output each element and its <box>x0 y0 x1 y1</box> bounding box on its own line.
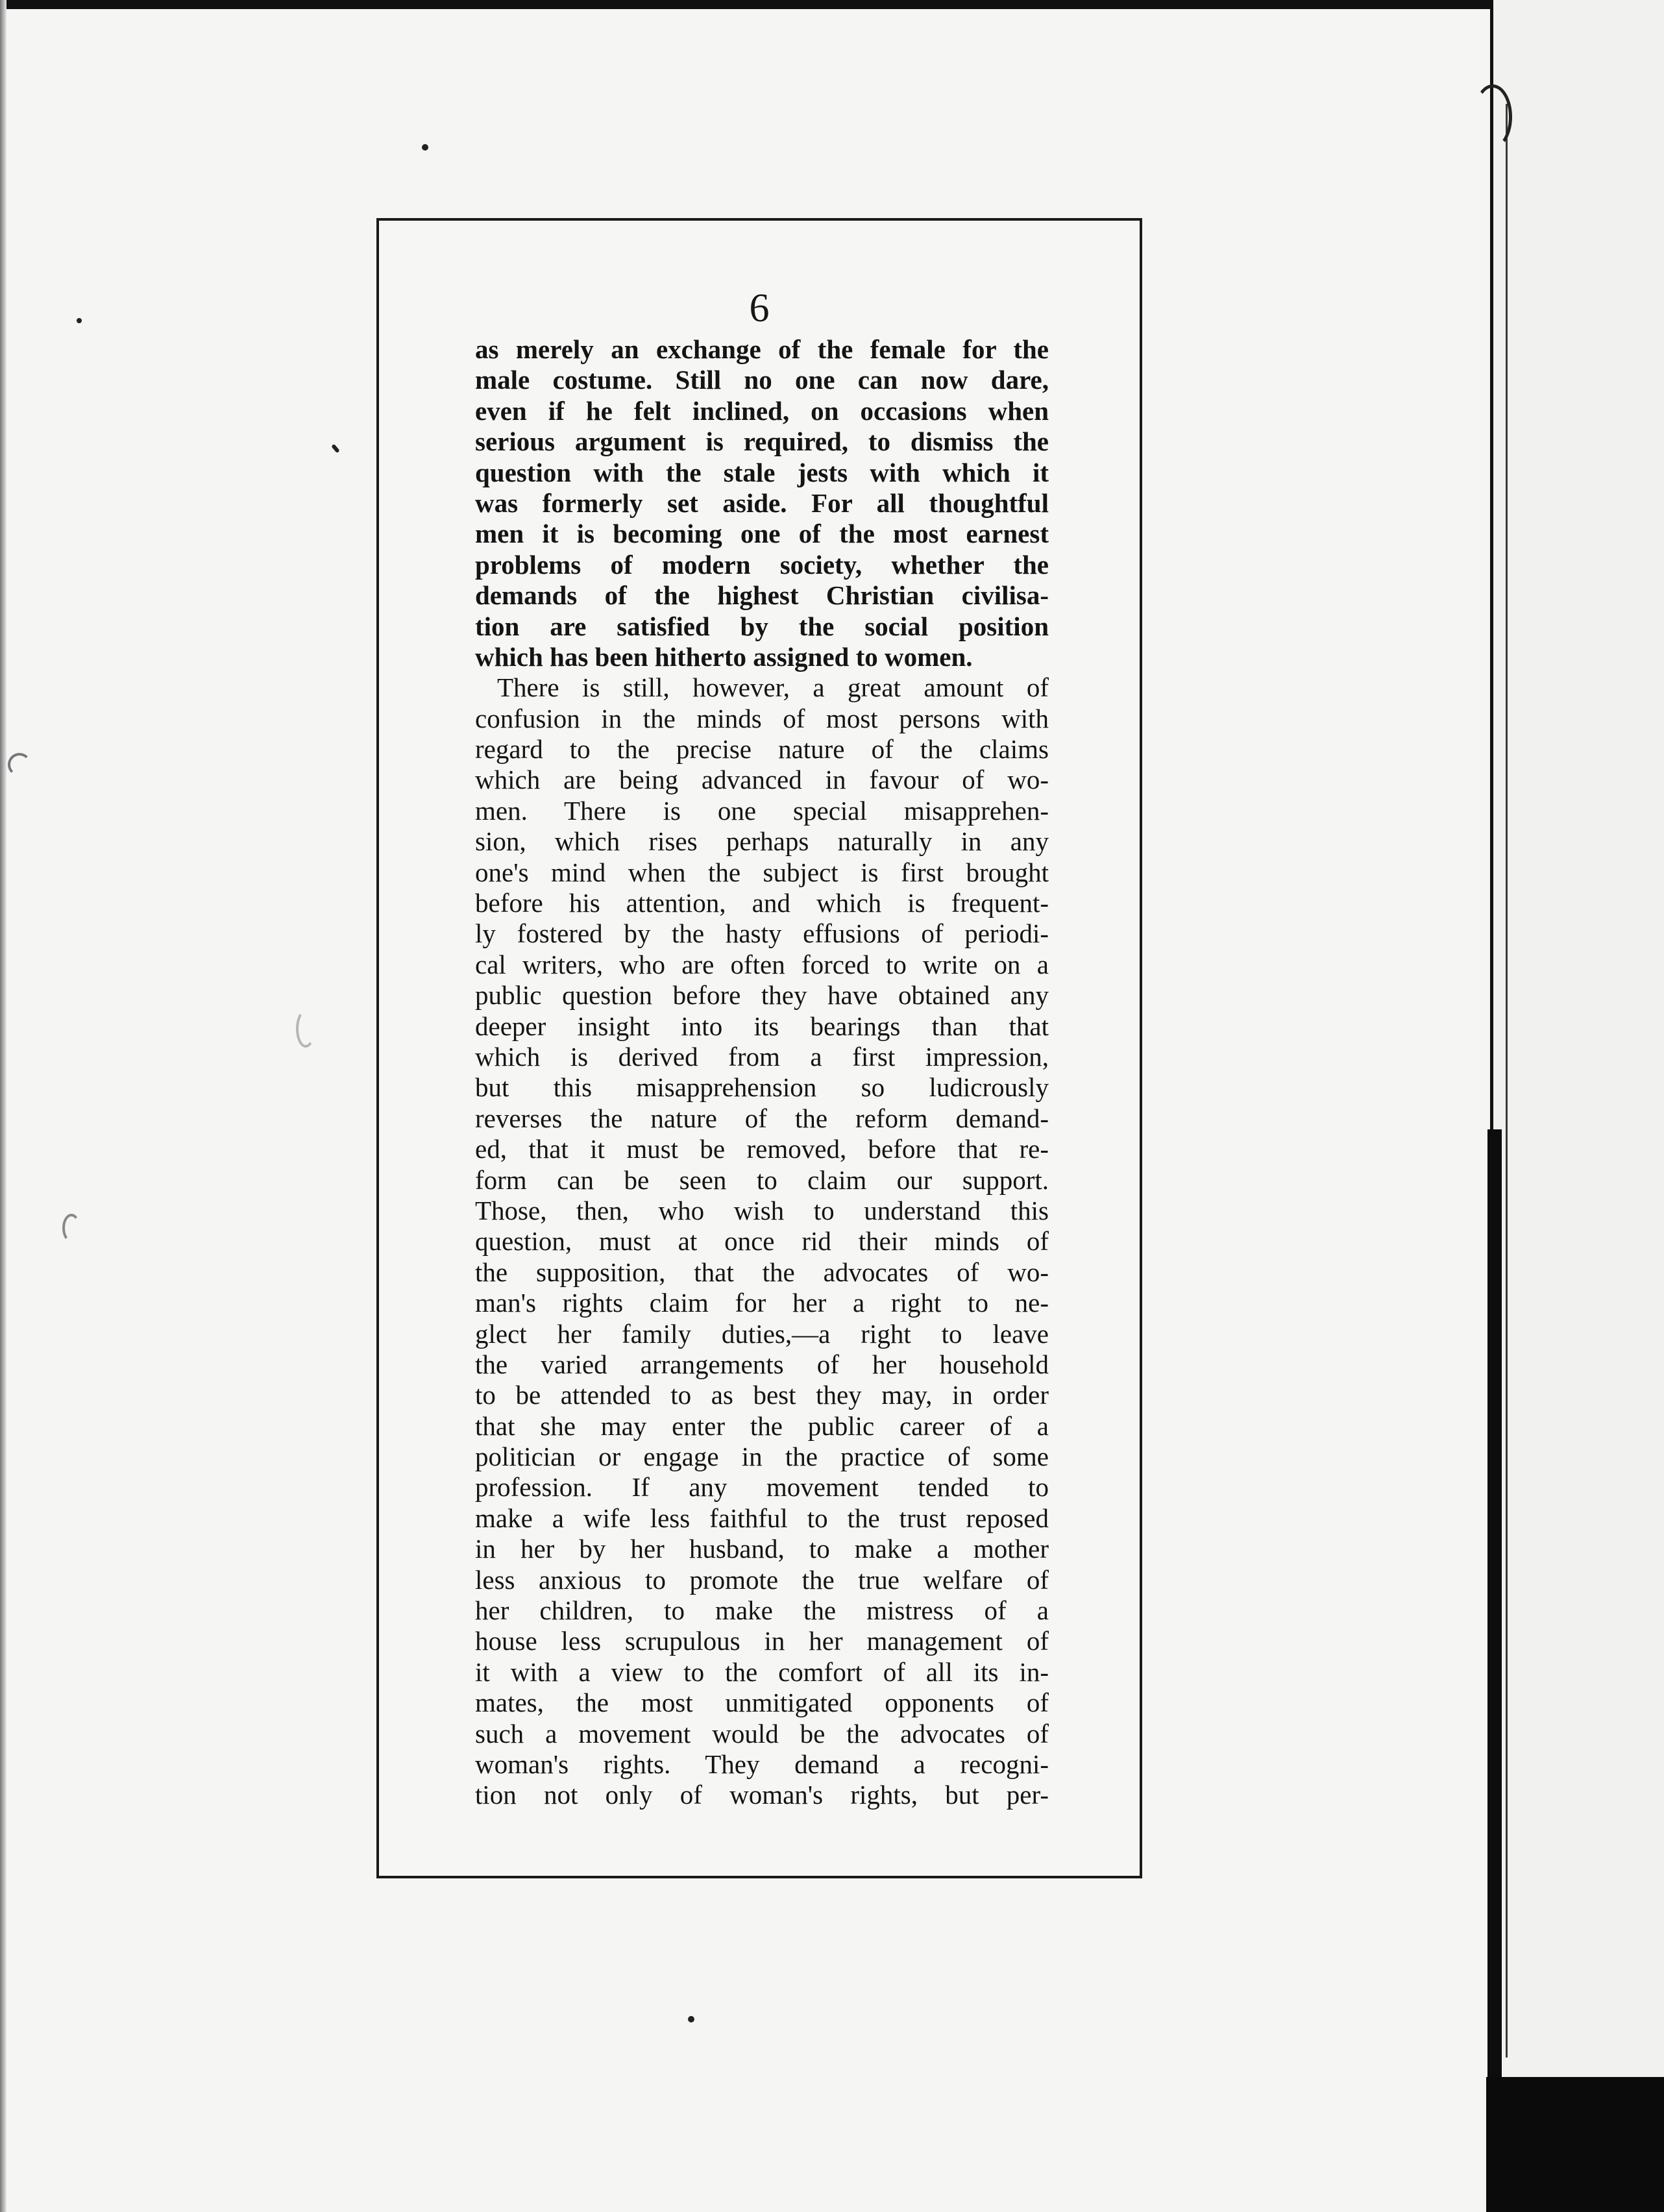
text-line: profession. If any movement tended to <box>475 1472 1049 1503</box>
text-line: public question before they have obtained any <box>475 980 1049 1011</box>
text-line: mates, the most unmitigated opponents of <box>475 1688 1049 1718</box>
text-line: politician or engage in the practice of some <box>475 1442 1049 1472</box>
binding-fold-shadow <box>1487 1129 1502 2103</box>
text-line: even if he felt inclined, on occasions when <box>475 395 1049 426</box>
binding-hook-mark <box>1473 84 1512 149</box>
text-line: sion, which rises perhaps naturally in any <box>475 826 1049 857</box>
text-line: form can be seen to claim our support. <box>475 1164 1049 1195</box>
text-line: question, must at once rid their minds of <box>475 1226 1049 1257</box>
text-line: house less scrupulous in her management of <box>475 1626 1049 1656</box>
text-line: which has been hitherto assigned to women. <box>475 641 973 672</box>
text-line: problems of modern society, whether the <box>475 549 1049 580</box>
text-line: men it is becoming one of the most earnest <box>475 519 1049 549</box>
page-corner-shadow <box>1486 2077 1664 2212</box>
text-line: reverses the nature of the reform demand- <box>475 1103 1049 1133</box>
text-line: the varied arrangements of her household <box>475 1349 1049 1379</box>
page-number: 6 <box>749 286 770 330</box>
text-line: the supposition, that the advocates of wo- <box>475 1257 1049 1287</box>
text-line: as merely an exchange of the female for the <box>475 334 1049 364</box>
text-line: to be attended to as best they may, in order <box>475 1380 1049 1410</box>
text-line: that she may enter the public career of a <box>475 1410 1049 1441</box>
text-line: male costume. Still no one can now dare, <box>475 365 1049 395</box>
text-line: Those, then, who wish to understand this <box>475 1195 1049 1225</box>
text-line: such a movement would be the advocates of <box>475 1718 1049 1749</box>
page-top-edge <box>0 0 1664 9</box>
text-line: question with the stale jests with which it <box>475 457 1049 487</box>
text-line: woman's rights. They demand a recogni- <box>475 1749 1049 1779</box>
text-line: serious argument is required, to dismiss the <box>475 426 1049 457</box>
text-line: There is still, however, a great amount of <box>497 672 1049 703</box>
text-line: tion are satisfied by the social position <box>475 611 1049 641</box>
text-line: demands of the highest Christian civilisa- <box>475 580 1049 611</box>
text-line: tion not only of woman's rights, but per- <box>475 1780 1049 1810</box>
ink-speck <box>331 444 340 454</box>
text-line: one's mind when the subject is first brought <box>475 857 1049 887</box>
text-line: men. There is one special misapprehen- <box>475 795 1049 826</box>
text-line: it with a view to the comfort of all its in- <box>475 1656 1049 1687</box>
text-line: cal writers, who are often forced to write on a <box>475 949 1049 979</box>
scan-mark <box>8 753 31 776</box>
ink-speck <box>422 144 428 151</box>
text-line: man's rights claim for her a right to ne- <box>475 1288 1049 1318</box>
text-line: glect her family duties,—a right to leave <box>475 1318 1049 1349</box>
text-line: which are being advanced in favour of wo- <box>475 765 1049 795</box>
binding-area <box>1493 0 1664 2212</box>
text-line: in her by her husband, to make a mother <box>475 1534 1049 1564</box>
ink-speck <box>688 2016 694 2022</box>
text-line: ly fostered by the hasty effusions of periodi- <box>475 918 1049 949</box>
text-line: regard to the precise nature of the claims <box>475 734 1049 765</box>
text-line: confusion in the minds of most persons with <box>475 703 1049 733</box>
body-text <box>475 334 1049 1811</box>
text-line: deeper insight into its bearings than that <box>475 1011 1049 1041</box>
page-left-edge <box>0 0 6 2212</box>
text-line: before his attention, and which is frequent- <box>475 888 1049 918</box>
scan-mark <box>62 1214 80 1242</box>
binding-fold-line-secondary <box>1506 104 1508 2058</box>
text-line: ed, that it must be removed, before that re- <box>475 1134 1049 1164</box>
text-line: but this misapprehension so ludicrously <box>475 1072 1049 1103</box>
text-line: was formerly set aside. For all thoughtful <box>475 487 1049 518</box>
text-line: less anxious to promote the true welfare of <box>475 1564 1049 1595</box>
text-line: her children, to make the mistress of a <box>475 1595 1049 1626</box>
scan-mark <box>296 1010 315 1048</box>
text-frame-border <box>376 218 1142 1878</box>
ink-speck <box>77 318 82 323</box>
text-line: make a wife less faithful to the trust reposed <box>475 1503 1049 1533</box>
text-line: which is derived from a first impression, <box>475 1041 1049 1072</box>
